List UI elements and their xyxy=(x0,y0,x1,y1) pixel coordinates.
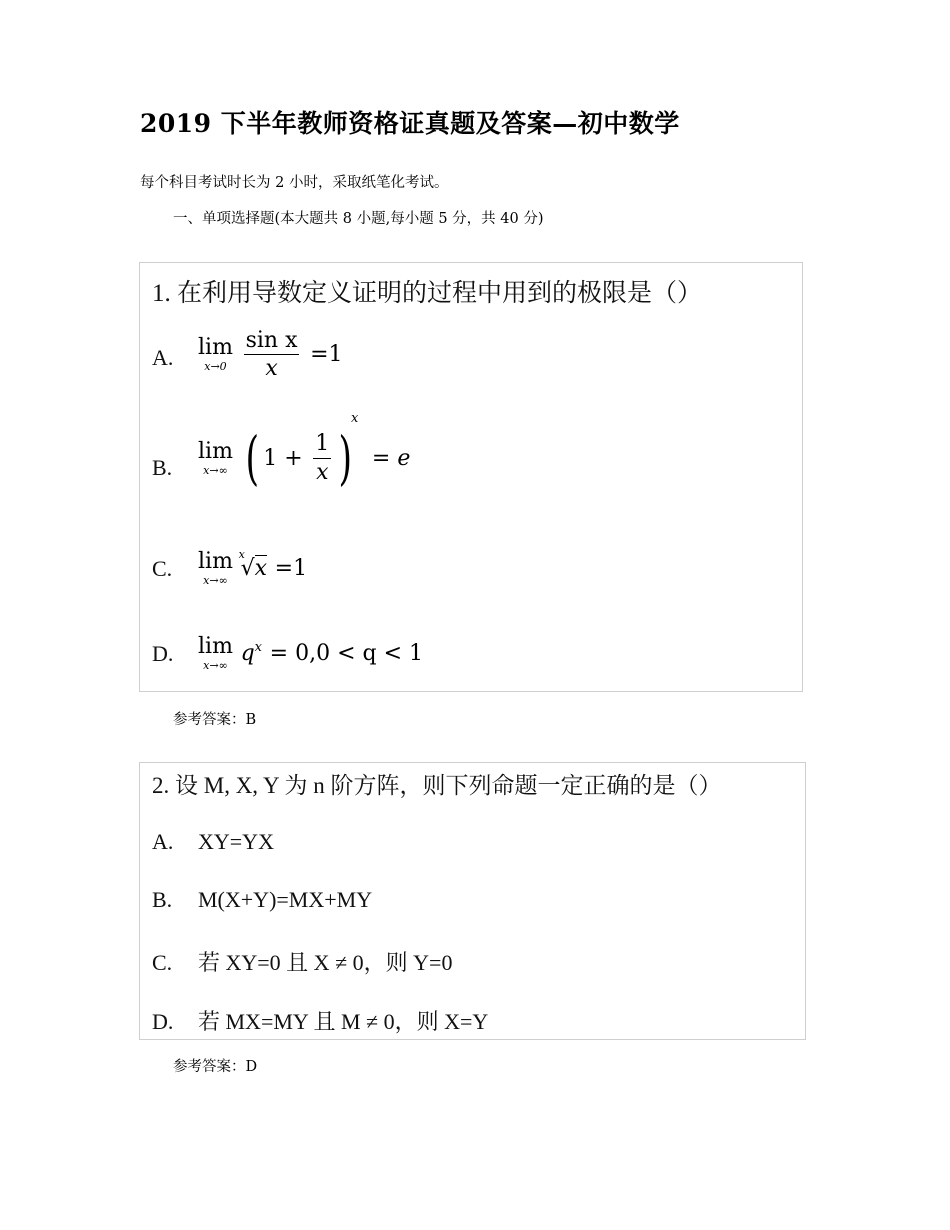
option-label: C. xyxy=(152,950,173,975)
one-plus: 1 + xyxy=(263,445,303,471)
fraction-denominator: x xyxy=(316,459,329,485)
fraction-numerator: sin x xyxy=(244,329,300,355)
question-2-figure xyxy=(139,762,806,1040)
document-title: 2019 下半年教师资格证真题及答案—初中数学 xyxy=(140,109,680,138)
section-heading: 一、单项选择题(本大题共 8 小题,每小题 5 分，共 40 分) xyxy=(173,211,544,227)
option-text: 若 MX=MY 且 M ≠ 0，则 X=Y xyxy=(198,1009,489,1034)
root-body: x xyxy=(254,556,268,581)
lim-word: lim xyxy=(198,438,233,464)
formula-rhs: = e xyxy=(371,445,411,471)
q1-option-a-formula xyxy=(198,329,343,380)
q1-option-a xyxy=(152,345,198,371)
lim-word: lim xyxy=(198,549,233,574)
lim-subscript: x→∞ xyxy=(203,659,228,672)
q1-option-b-formula xyxy=(198,410,411,492)
question-1-title: 1. 在利用导数定义证明的过程中用到的极限是（） xyxy=(152,280,703,307)
q1-option-d-formula xyxy=(198,636,423,671)
option-label: B. xyxy=(152,887,173,912)
fraction-denominator: x xyxy=(265,356,278,382)
question-1-figure xyxy=(139,262,803,692)
exam-intro: 每个科目考试时长为 2 小时，采取纸笔化考试。 xyxy=(140,175,449,191)
power-base: q xyxy=(240,641,255,666)
exponent: x xyxy=(350,410,359,426)
q1-option-d xyxy=(152,641,198,667)
answer-2: 参考答案：D xyxy=(173,1059,258,1075)
formula-rhs: = 0,0 < q < 1 xyxy=(269,641,423,666)
option-text: XY=YX xyxy=(198,829,274,854)
option-label: C. xyxy=(152,556,173,581)
fraction-numerator: 1 xyxy=(313,432,331,458)
root-index: x xyxy=(238,548,245,561)
q2-option-b xyxy=(152,887,372,913)
right-paren: ) xyxy=(338,424,353,492)
lim-subscript: x→0 xyxy=(204,360,227,374)
left-paren: ( xyxy=(245,424,259,492)
q2-option-d xyxy=(152,1005,488,1036)
option-text: M(X+Y)=MX+MY xyxy=(198,887,373,912)
q1-option-c xyxy=(152,556,198,582)
option-label: D. xyxy=(152,1009,174,1034)
answer-1: 参考答案：B xyxy=(173,712,257,728)
q1-option-b xyxy=(152,455,198,481)
lim-word: lim xyxy=(198,634,233,659)
question-2-title: 2. 设 M, X, Y 为 n 阶方阵，则下列命题一定正确的是（） xyxy=(152,773,722,798)
formula-rhs: =1 xyxy=(274,556,308,581)
option-label: D. xyxy=(152,641,174,666)
lim-subscript: x→∞ xyxy=(203,574,228,587)
lim-word: lim xyxy=(198,335,233,361)
q1-option-c-formula: lim x→∞ x √x =1 xyxy=(198,548,308,587)
exponent: x xyxy=(254,640,263,655)
q2-option-a xyxy=(152,829,274,855)
formula-rhs: =1 xyxy=(310,342,343,368)
lim-subscript: x→∞ xyxy=(203,463,228,477)
option-label: A. xyxy=(152,345,174,370)
q2-option-c xyxy=(152,946,452,977)
option-label: A. xyxy=(152,829,174,854)
option-text: 若 XY=0 且 X ≠ 0，则 Y=0 xyxy=(198,950,453,975)
option-label: B. xyxy=(152,455,173,480)
